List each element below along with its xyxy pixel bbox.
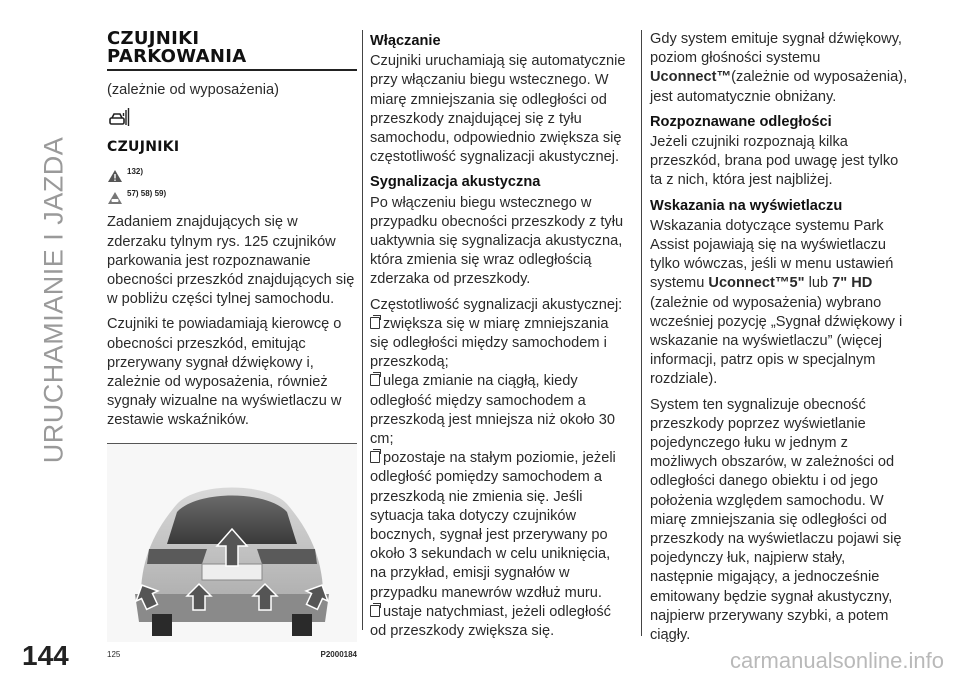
title-line-2: PARKOWANIA (107, 46, 247, 67)
bullet-icon (370, 605, 380, 617)
subtitle: (zależnie od wyposażenia) (107, 82, 279, 98)
list-item-text: zwiększa się w miarę zmniejszania się odległości między samochodem i przeszkodą; (370, 315, 609, 371)
figure-caption (107, 641, 357, 664)
warning-triangle-icon (107, 169, 123, 183)
title-line-1: CZUJNIKI (107, 28, 200, 49)
paragraph: Czujniki uruchamiają się automatycznie przy włączaniu biegu wstecznego. W miarę zmniejszania się odległości od przeszkody znajdującej się z tyłu samochodu, odpowiednio zwiększa się częstotliwość sygnalizacji akustycznej. (370, 53, 626, 166)
paragraph (650, 30, 910, 107)
car-rear-illustration (107, 444, 357, 642)
text-span: lub (808, 275, 829, 292)
heading-rozpoznawane: Rozpoznawane odległości (650, 113, 832, 130)
paragraph: Po włączeniu biegu wstecznego w przypadku obecności przeszkody z tyłu uaktywnia się sygnalizacja akustyczna, która zmienia się wraz odległością zderzaka od przeszkody. (370, 194, 624, 288)
title-rule (107, 69, 357, 71)
figure-car-rear (107, 443, 357, 641)
warning-ref-numbers: 132) (127, 167, 144, 177)
heading-wskazania: Wskazania na wyświetlaczu (650, 197, 843, 214)
list-item (370, 449, 630, 603)
list-item-text: pozostaje na stałym poziomie, jeżeli odległość pomiędzy samochodem a przeszkodą nie zmienia się. Jeśli sytuacja taka dotyczy czujników bocznych, sygnał jest przerywany po około 3 sekundach w celu uniknięcia, na przykład, emisji sygnałów w przypadku manewrów wzdłuż muru. (370, 450, 616, 601)
paragraph: Zadaniem znajdujących się w zderzaku tylnym rys. 125 czujników parkowania jest rozpoznawanie obecności przeszkód znajdujących się w pobliżu części tylnej samochodu. (107, 214, 355, 308)
heading-sygnalizacja: Sygnalizacja akustyczna (370, 174, 541, 191)
bullet-icon (370, 374, 380, 386)
warning-refs (107, 163, 357, 183)
list-item-text: ustaje natychmiast, jeżeli odległość od przeszkody zwiększa się. (370, 603, 611, 640)
parking-sensor-icon (107, 106, 357, 128)
hd7-label: 7" HD (832, 275, 873, 292)
watermark: carmanualsonline.info (729, 648, 944, 673)
uconnect-label: Uconnect™ (650, 69, 732, 86)
figure-number: 125 (107, 649, 121, 659)
text-span: Wskazania dotyczące systemu Park Assist pojawiają się na wyświetlaczu tylko wówczas, jeśli w menu ustawień systemu (650, 217, 894, 292)
list-item (370, 603, 630, 641)
text-span: Gdy system emituje sygnał dźwiękowy, poziom głośności systemu (650, 31, 902, 67)
page-number: 144 (22, 640, 69, 671)
list-item-text: ulega zmianie na ciągłą, kiedy odległość między samochodem a przeszkodą jest mniejsza niż około 30 cm; (370, 373, 615, 448)
chapter-side-title: URUCHAMIANIE I JAZDA (38, 136, 69, 464)
heading-wlaczanie: Włączanie (370, 33, 441, 49)
column-1 (107, 30, 357, 664)
car-refs (107, 185, 357, 205)
paragraph: Jeżeli czujniki rozpoznają kilka przeszkód, brana pod uwagę jest tylko ta z nich, która jest najbliżej. (650, 134, 899, 189)
uconnect5-label: Uconnect™5" (708, 275, 805, 292)
paragraph (650, 217, 910, 390)
text-span: (zależnie od wyposażenia) wybrano wcześniej pozycję „Sygnał dźwiękowy i wskazanie na wyświetlaczu” (więcej informacji, patrz opis w specjalnym rozdziale). (650, 294, 903, 388)
bullet-icon (370, 451, 380, 463)
paragraph: System ten sygnalizuje obecność przeszkody poprzez wyświetlanie pojedynczego łuku w jednym z możliwych obszarów, w zależności od odległości danego obiektu i od jego położenia względem samochodu. W miarę zmniejszania się odległości od przeszkody na wyświetlaczu pojawi się pojedynczy łuk, najpierw stały, następnie migający, a jednocześnie emitowany będzie sygnał akustyczny, najpierw przerywany szybki, a potem ciągły. (650, 396, 902, 644)
paragraph: Czujniki te powiadamiają kierowcę o obecności przeszkód, emitując przerywany sygnał dźwiękowy i, zależnie od wyposażenia, również sygnały wizualne na wyświetlaczu w zestawie wskaźników. (107, 316, 342, 429)
car-note-icon (107, 191, 123, 205)
paragraph: Częstotliwość sygnalizacji akustycznej: (370, 296, 623, 313)
column-2 (370, 30, 630, 641)
page-title (107, 30, 357, 66)
text-span: (zależnie od wyposażenia), jest automatycznie obniżany. (650, 69, 908, 105)
section-heading: CZUJNIKI (107, 139, 180, 156)
bullet-icon (370, 317, 380, 329)
figure-code: P2000184 (320, 649, 357, 659)
list-item (370, 372, 630, 449)
list-item (370, 315, 630, 373)
car-ref-numbers: 57) 58) 59) (127, 189, 167, 199)
column-divider (362, 30, 363, 630)
column-3 (650, 30, 910, 651)
column-divider (641, 30, 642, 636)
